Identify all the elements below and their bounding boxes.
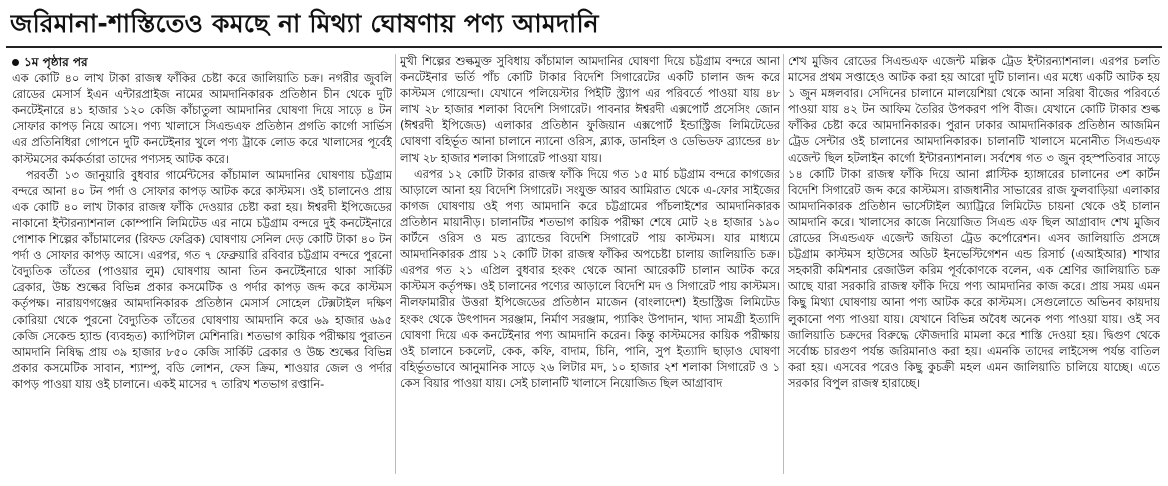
paragraph: এক কোটি ৪০ লাখ টাকা রাজস্ব ফাঁকির চেষ্টা করে জালিয়াতি চক্র। নগরীর জুবলি রোডের মেসার্স ইএন এন্টারপ্রাইজ নামের আমদানিকারক প্রতিষ্ঠান চীন থেকে দুটি কনটেইনারে ৪১ হাজার ১২০ কেজি কাঁচাতুলা আমদানির ঘোষণা দিয়ে সাড়ে ৪ টন সোফার কাপড় নিয়ে আসে। পণ্য খালাসে সিএন্ডএফ প্রতিষ্ঠান প্রগতি কার্গো সার্ভিস এর প্রতিনিধিরা গোপনে দুটি কনটেইনার খুলে পণ্য ট্রাকে লোড করে খালাসের পূর্বেই কাস্টমসের কর্মকর্তারা তাদের পণ্যসহ আটক করে। [12,72,392,166]
paragraph: মুখী শিল্পের শুল্কমুক্ত সুবিধায় কাঁচামাল আমদানির ঘোষণা দিয়ে চট্টগ্রাম বন্দরে আনা কনটেইনার ভর্তি পাঁচ কোটি টাকার বিদেশি সিগারেটের একটি চালান জব্দ করে কাস্টমস গোয়েন্দা। যেখানে পলিয়েস্টার পিইটি স্ট্র্যাপ এর পরিবর্তে পাওয়া যায় ৪৮ লাখ ২৮ হাজার শলাকা বিদেশি সিগারেট। পাবনার ঈশ্বরদী এক্সপোর্ট প্রসেসিং জোন (ঈশ্বরদী ইপিজেড) এলাকার প্রতিষ্ঠান ফুজিয়ান এক্সপোর্ট ইন্ডাস্ট্রিজ লিমিটেডের ঘোষণা বহির্ভূত আনা চালানে ন্যানো ওরিস, ব্ল্যাক, ডানহিল ও ডেভিডফ ব্র্যান্ডের ৪৮ লাখ ২৮ হাজার শলাকা সিগারেট পাওয়া যায়। [400,55,780,165]
headline: জরিমানা-শাস্তিতেও কমছে না মিথ্যা ঘোষণায় পণ্য আমদানি [10,9,599,38]
article-column-1 [12,54,392,480]
paragraph: পরবর্তী ১৩ জানুয়ারি বুধবার গার্মেন্টসের কাঁচামাল আমদানির ঘোষণায় চট্টগ্রাম বন্দরে আনা ৪০ টন পর্দা ও সোফার কাপড় আটক করে কাস্টমস। ওই চালানেও প্রায় এক কোটি ৪০ লাখ টাকার রাজস্ব ফাঁকি দেওয়ার চেষ্টা করা হয়। ঈশ্বরদী ইপিজেডের নাকানো ইন্টারন্যাশনাল কোম্পানি লিমিটেড এর নামে চট্টগ্রাম বন্দরে দুই কনটেইনারে পোশাক শিল্পের কাঁচামালের (রিফড ফেব্রিক) ঘোষণায় সেনিল দেড় কোটি টাকা ৪০ টন পর্দা ও সোফার কাপড় আসে। এরপর, গত ৭ ফেব্রুয়ারি রবিবার চট্টগ্রাম বন্দরে পুরনো বৈদ্যুতিক তাঁতের (পাওয়ার লুম) ঘোষণায় আনা তিন কনটেইনারে থাকা সার্কিট ব্রেকার, উচ্চ শুল্কের বিভিন্ন প্রকার কসমেটিক ও পর্দার কাপড় জব্দ করে কাস্টমস কর্তৃপক্ষ। নারায়ণগঞ্জের আমদানিকারক প্রতিষ্ঠান মেসার্স সোহেল টেক্সটাইল দক্ষিণ কোরিয়া থেকে পুরনো বৈদ্যুতিক তাঁতের ঘোষণায় আমদানি করে ৬৯ হাজার ৬৯৫ কেজি সেকেন্ড হ্যান্ড (ব্যবহৃত) ক্যাপিটাল মেশিনারি। শতভাগ কায়িক পরীক্ষায় পুরাতন আমদানি নিষিদ্ধ প্রায় ৩৯ হাজার ৮৫০ কেজি সার্কিট ব্রেকার ও উচ্চ শুল্কের বিভিন্ন প্রকার কসমেটিক সাবান, শ্যাম্পু, বডি লোশন, ফেস ক্রিম, শাওয়ার জেল ও পর্দার কাপড় পাওয়া যায় ওই চালানে। একই মাসের ৭ তারিখ শতভাগ রপ্তানি- [12,168,392,391]
column-divider [395,54,396,474]
headline-rule [6,46,1162,48]
paragraph: এরপর ১২ কোটি টাকার রাজস্ব ফাঁকি দিয়ে গত ১৫ মার্চ চট্টগ্রাম বন্দরে কাগজের আড়ালে আনা হয় বিদেশি সিগারেট। সংযুক্ত আরব আমিরাত থেকে এ-ফোর সাইজের কাগজ ঘোষণায় ওই পণ্য আমদানি করে চট্টগ্রামের পাঁচলাইশের আমদানিকারক প্রতিষ্ঠান মায়ানীড়। চালানটির শতভাগ কায়িক পরীক্ষা শেষে মোট ২৪ হাজার ১৯০ কার্টনে ওরিস ও মন্ড ব্র্যান্ডের বিদেশি সিগারেট পায় কাস্টমস। যার মাধ্যমে আমদানিকারক প্রায় ১২ কোটি টাকা রাজস্ব ফাঁকির অপচেষ্টা চালায় জালিয়াতি চক্র। এরপর গত ২১ এপ্রিল বুধবার হংকং থেকে আনা আরেকটি চালান আটক করে কাস্টমস কর্তৃপক্ষ। ওই চালানের পণ্যের আড়ালে বিদেশি মদ ও সিগারেট পায় কাস্টমস। নীলফামারীর উত্তরা ইপিজেডের প্রতিষ্ঠান মাজেন (বাংলাদেশ) ইন্ডাস্ট্রিজ লিমিটেড হংকং থেকে উৎপাদন সরঞ্জাম, নির্মাণ সরঞ্জাম, প্যাকিং উপাদান, খাদ্য সামগ্রী ইত্যাদি ঘোষণা দিয়ে এক কনটেইনার পণ্য আমদানি করেন। কিন্তু কাস্টমসের কায়িক পরীক্ষায় ওই চালানে চকলেট, কেক, কফি, বাদাম, চিনি, পানি, সুপ ইত্যাদি ছাড়াও ঘোষণা বহির্ভূতভাবে আনুমানিক সাড়ে ২৬ লিটার মদ, ১০ হাজার ২শ শলাকা সিগারেট ও ১ কেস বিয়ার পাওয়া যায়। সেই চালানটি খালাসে নিয়োজিত ছিল আগ্রাবাদ [400,167,780,390]
continued-marker [12,54,392,70]
paragraph: শেখ মুজিব রোডের সিএন্ডএফ এজেন্ট মল্লিক ট্রেড ইন্টারন্যাশনাল। এরপর চলতি মাসের প্রথম সপ্তাহেও আটক করা হয় আরো দুটি চালান। এর মধ্যে একটি আটক হয় ১ জুন মঙ্গলবার। সেদিনের চালানে মালয়েশিয়া থেকে আনা সরিষা বীজের পরিবর্তে পাওয়া যায় ৪২ টন আফিম তৈরির উপকরণ পপি বীজ। যেখানে কোটি টাকার শুল্ক ফাঁকির চেষ্টা করে আমদানিকারক। পুরান ঢাকার আমদানিকারক প্রতিষ্ঠান আজমিন ট্রেড সেন্টার ওই চালানের আমদানিকারক। চালানটি খালাসে মনোনীত সিএন্ডএফ এজেন্ট ছিল হটলাইন কার্গো ইন্টারন্যাশনাল। সর্বশেষ গত ৩ জুন বৃহস্পতিবার সাড়ে ১৪ কোটি টাকা রাজস্ব ফাঁকি দিয়ে আনা প্লাস্টিক হ্যাঙ্গারের চালানের ৩শ কার্টন বিদেশি সিগারেট জব্দ করে কাস্টমস। রাজধানীর সাভারের রাজ ফুলবাড়িয়া এলাকার আমদানিকারক প্রতিষ্ঠান ভার্সেটাইল অ্যাট্রিরে লিমিটেড চায়না থেকে ওই চালান আমদানি করে। খালাসের কাজে নিয়োজিত সিএন্ড এফ ছিল আগ্রাবাদ শেখ মুজিব রোডের সিএন্ডএফ এজেন্ট জয়িতা ট্রেড কর্পোরেশন। এসব জালিয়াতি প্রসঙ্গে চট্টগ্রাম কাস্টমস হাউসের অডিট ইনভেস্টিগেশন এন্ড রিসার্চ (এআইআর) শাখার সহকারী কমিশনার রেজাউল করিম পূর্বকোণকে বলেন, এক শ্রেণির জালিয়াতি চক্র আছে যারা সরকারি রাজস্ব ফাঁকি দিয়ে পণ্য আমদানির কাজ করে। প্রায় সময় এমন কিছু মিথ্যা ঘোষণায় আনা পণ্য আটক করে কাস্টমস। সেগুলোতে অভিনব কায়দায় লুকানো পণ্য পাওয়া যায়। যেখানে বিভিন্ন অবৈধ অনেক পণ্য পাওয়া যায়। ওই সব জালিয়াতি চক্রদের বিরুদ্ধে ফৌজদারি মামলা করে শাস্তি দেওয়া হয়। দ্বিগুণ থেকে সর্বোচ্চ চারগুণ পর্যন্ত জরিমানাও করা হয়। এমনকি তাদের লাইসেন্স পর্যন্ত বাতিল করা হয়। এসবের পরেও কিছু কুচক্রী মহল এমন জালিয়াতি চালিয়ে যাচ্ছে। এতে সরকার বিপুল রাজস্ব হারাচ্ছে। [788,55,1160,390]
bullet-icon [12,59,19,66]
article-column-2 [400,54,780,480]
article-column-3 [788,54,1160,480]
continued-label: ১ম পৃষ্ঠার পর [24,55,88,69]
column-divider [783,54,784,474]
